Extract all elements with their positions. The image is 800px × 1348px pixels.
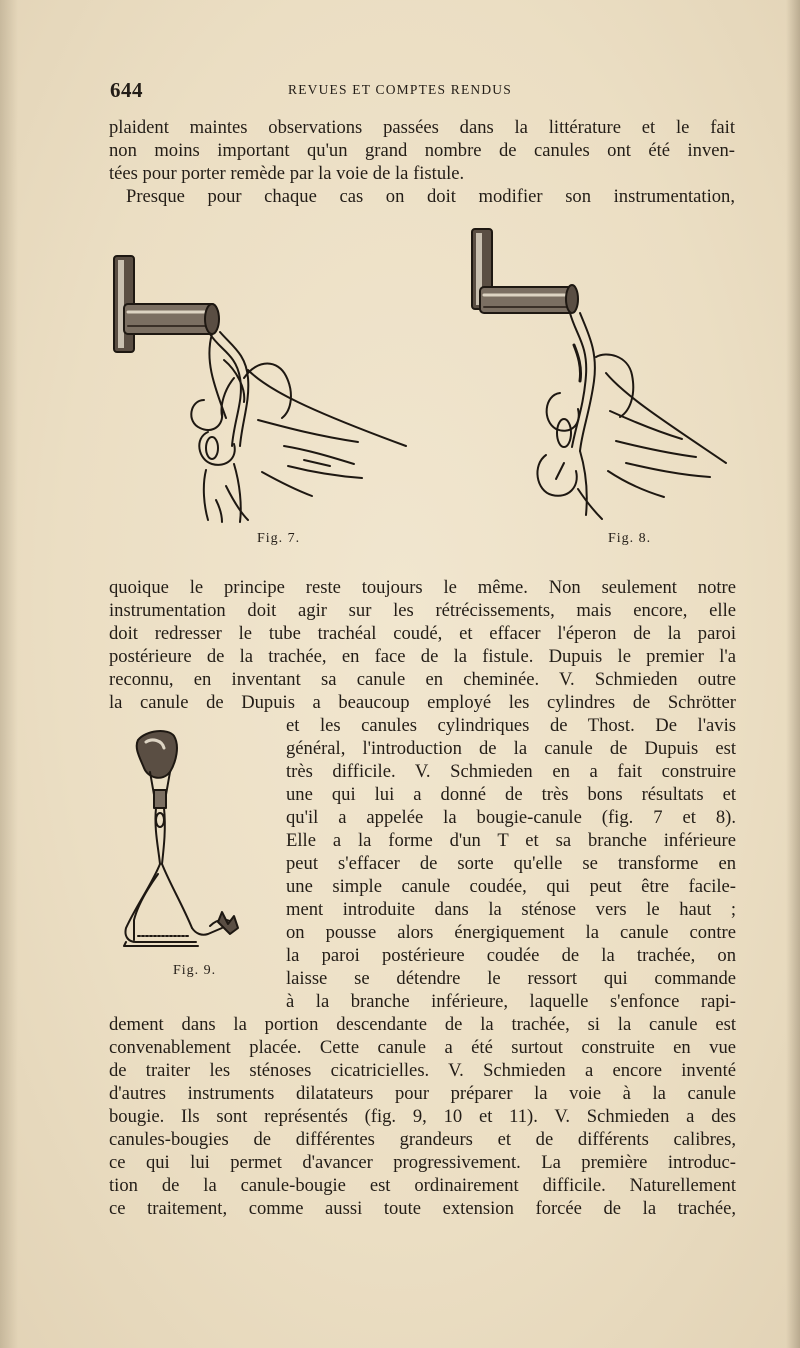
- text-line: à la branche inférieure, laquelle s'enfonce rapi-: [286, 991, 736, 1012]
- text-line: la paroi postérieure coudée de la trachée, on: [286, 945, 736, 966]
- text-line: instrumentation doit agir sur les rétrécissements, mais encore, elle: [109, 600, 736, 621]
- text-line: la canule de Dupuis a beaucoup employé les cylindres de Schrötter: [109, 692, 736, 713]
- page-number: 644: [110, 78, 143, 102]
- text-line: non moins important qu'un grand nombre de canules ont été inven-: [109, 140, 735, 161]
- text-line: ce traitement, comme aussi toute extension forcée de la trachée,: [109, 1198, 736, 1219]
- text-line: de traiter les sténoses cicatricielles. V. Schmieden a encore inventé: [109, 1060, 736, 1081]
- text-line: qu'il a appelée la bougie-canule (fig. 7 et 8).: [286, 807, 736, 828]
- text-line: peut s'effacer de sorte qu'elle se transforme en: [286, 853, 736, 874]
- text-line: très difficile. V. Schmieden en a fait construire: [286, 761, 736, 782]
- text-line: d'autres instruments dilatateurs pour préparer la voie à la canule: [109, 1083, 736, 1104]
- paragraph-1: [109, 116, 735, 208]
- figure-8-illustration: [460, 225, 740, 525]
- text-line: convenablement placée. Cette canule a été surtout construite en vue: [109, 1037, 736, 1058]
- page-edge-shadow: [786, 0, 800, 1348]
- page-gutter-shadow: [0, 0, 18, 1348]
- text-line: laisse se détendre le ressort qui commande: [286, 968, 736, 989]
- text-line: ment introduite dans la sténose vers le haut ;: [286, 899, 736, 920]
- text-line: postérieure de la trachée, en face de la fistule. Dupuis le premier l'a: [109, 646, 736, 667]
- bougie-canule-hand-drawing: [460, 225, 740, 525]
- figure-9-illustration: [118, 728, 258, 956]
- bougie-canule-hand-drawing: [108, 250, 418, 530]
- figure-9-caption: Fig. 9.: [173, 963, 217, 978]
- dilator-instrument-drawing: [118, 728, 258, 956]
- text-line: une qui lui a donné de très bons résultats et: [286, 784, 736, 805]
- paragraph-2: [109, 576, 736, 714]
- text-line: plaident maintes observations passées dans la littérature et le fait: [109, 117, 735, 138]
- text-line: doit redresser le tube trachéal coudé, et effacer l'éperon de la paroi: [109, 623, 736, 644]
- text-line: bougie. Ils sont représentés (fig. 9, 10 et 11). V. Schmieden a des: [109, 1106, 736, 1127]
- text-line: reconnu, en inventant sa canule en cheminée. V. Schmieden outre: [109, 669, 736, 690]
- paragraph-2-continued: [109, 1013, 736, 1220]
- paragraph-2-wrapped: [286, 714, 736, 1013]
- text-line: Elle a la forme d'un T et sa branche inférieure: [286, 830, 736, 851]
- text-line: canules-bougies de différentes grandeurs et de différents calibres,: [109, 1129, 736, 1150]
- text-line: tées pour porter remède par la voie de la fistule.: [109, 163, 465, 184]
- running-head: REVUES ET COMPTES RENDUS: [288, 82, 512, 97]
- text-line: on pousse alors énergiquement la canule contre: [286, 922, 736, 943]
- text-line: général, l'introduction de la canule de Dupuis est: [286, 738, 736, 759]
- figure-7-caption: Fig. 7.: [257, 531, 301, 546]
- text-line: Presque pour chaque cas on doit modifier son instrumentation,: [126, 186, 735, 207]
- text-line: ce qui lui permet d'avancer progressivement. La première introduc-: [109, 1152, 736, 1173]
- text-line: tion de la canule-bougie est ordinairement difficile. Naturellement: [109, 1175, 736, 1196]
- text-line: une simple canule coudée, qui peut être facile-: [286, 876, 736, 897]
- figure-8-caption: Fig. 8.: [608, 531, 652, 546]
- page-header: [110, 78, 736, 102]
- text-line: quoique le principe reste toujours le même. Non seulement notre: [109, 577, 736, 598]
- figure-7-illustration: [108, 250, 418, 530]
- text-line: et les canules cylindriques de Thost. De l'avis: [286, 715, 736, 736]
- text-line: dement dans la portion descendante de la trachée, si la canule est: [109, 1014, 736, 1035]
